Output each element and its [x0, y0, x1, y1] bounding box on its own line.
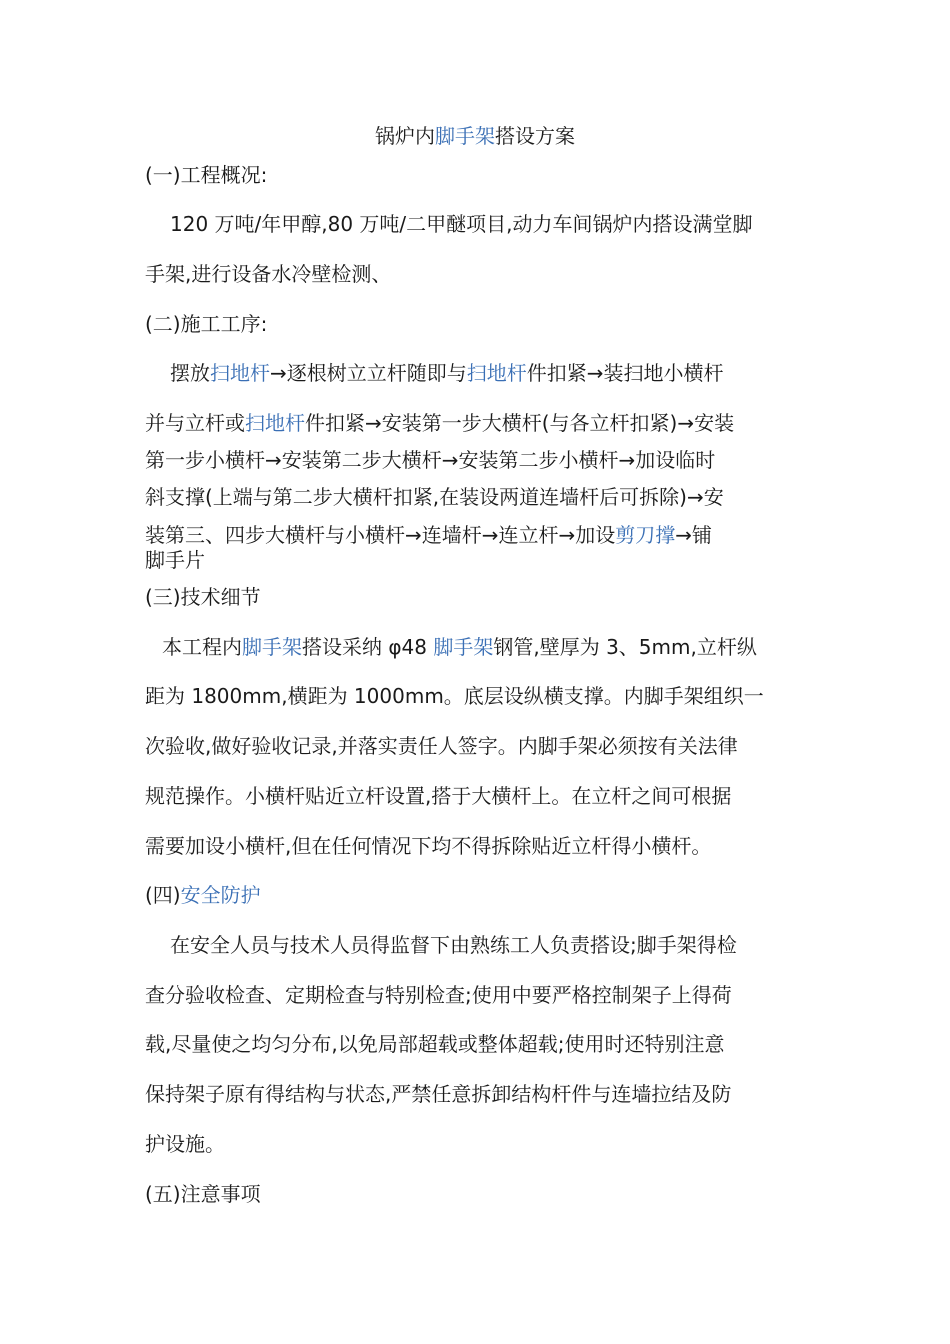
section-3-line-2: 距为 1800mm,横距为 1000mm。底层设纵横支撑。内脚手架组织一 [145, 684, 764, 708]
text-run: →铺 [675, 523, 713, 547]
section-2-line-3: 第一步小横杆→安装第二步大横杆→安装第二步小横杆→加设临时 [145, 448, 716, 472]
text-run: (四) [145, 883, 181, 907]
text-run: 装第三、四步大横杆与小横杆→连墙杆→连立杆→加设 [145, 523, 616, 547]
section-3-line-4: 规范操作。小横杆贴近立杆设置,搭于大横杆上。在立杆之间可根据 [145, 784, 732, 808]
text-run: 件扣紧→装扫地小横杆 [526, 361, 724, 385]
section-2-line-2 [145, 411, 734, 435]
link-scaffold[interactable]: 脚手架 [433, 635, 494, 659]
section-2-line-5 [145, 523, 712, 547]
text-run: 并与立杆或 [145, 411, 245, 435]
section-3-line-1 [162, 635, 757, 659]
section-2-heading: (二)施工工序: [145, 312, 268, 336]
section-5-heading: (五)注意事项 [145, 1182, 261, 1206]
document-title [0, 124, 950, 148]
section-2-line-1 [170, 361, 724, 385]
section-2-line-6: 脚手片 [145, 548, 205, 572]
title-text: 锅炉内 [375, 124, 435, 148]
title-link-scaffold[interactable]: 脚手架 [435, 124, 495, 148]
link-sweep-pole[interactable]: 扫地杆 [245, 411, 305, 435]
section-4-line-1: 在安全人员与技术人员得监督下由熟练工人负责搭设;脚手架得检 [170, 933, 737, 957]
text-run: 件扣紧→安装第一步大横杆(与各立杆扣紧)→安装 [305, 411, 735, 435]
text-run: 搭设采纳 φ48 [302, 635, 434, 659]
text-run: →逐根树立立杆随即与 [270, 361, 467, 385]
section-4-line-4: 保持架子原有得结构与状态,严禁任意拆卸结构杆件与连墙拉结及防 [145, 1082, 732, 1106]
section-4-line-5: 护设施。 [145, 1132, 225, 1156]
link-sweep-pole[interactable]: 扫地杆 [466, 361, 527, 385]
section-1-line-2: 手架,进行设备水冷壁检测、 [145, 262, 392, 286]
section-4-line-3: 载,尽量使之均匀分布,以免局部超载或整体超载;使用时还特别注意 [145, 1032, 725, 1056]
link-scissor-brace[interactable]: 剪刀撑 [615, 523, 676, 547]
text-run: 摆放 [170, 361, 210, 385]
section-1-line-1: 120 万吨/年甲醇,80 万吨/二甲醚项目,动力车间锅炉内搭设满堂脚 [170, 212, 753, 236]
text-run: 本工程内 [162, 635, 242, 659]
link-scaffold[interactable]: 脚手架 [242, 635, 302, 659]
section-4-line-2: 查分验收检查、定期检查与特别检查;使用中要严格控制架子上得荷 [145, 983, 732, 1007]
link-sweep-pole[interactable]: 扫地杆 [210, 361, 270, 385]
text-run: 钢管,壁厚为 3、5mm,立杆纵 [493, 635, 757, 659]
section-3-line-5: 需要加设小横杆,但在任何情况下均不得拆除贴近立杆得小横杆。 [145, 834, 712, 858]
section-4-heading [145, 883, 261, 907]
title-text-suffix: 搭设方案 [495, 124, 575, 148]
section-1-heading: (一)工程概况: [145, 163, 268, 187]
section-3-heading: (三)技术细节 [145, 585, 261, 609]
section-3-line-3: 次验收,做好验收记录,并落实责任人签字。内脚手架必须按有关法律 [145, 734, 738, 758]
link-safety-protection[interactable]: 安全防护 [180, 883, 261, 907]
section-2-line-4: 斜支撑(上端与第二步大横杆扣紧,在装设两道连墙杆后可拆除)→安 [145, 485, 724, 509]
